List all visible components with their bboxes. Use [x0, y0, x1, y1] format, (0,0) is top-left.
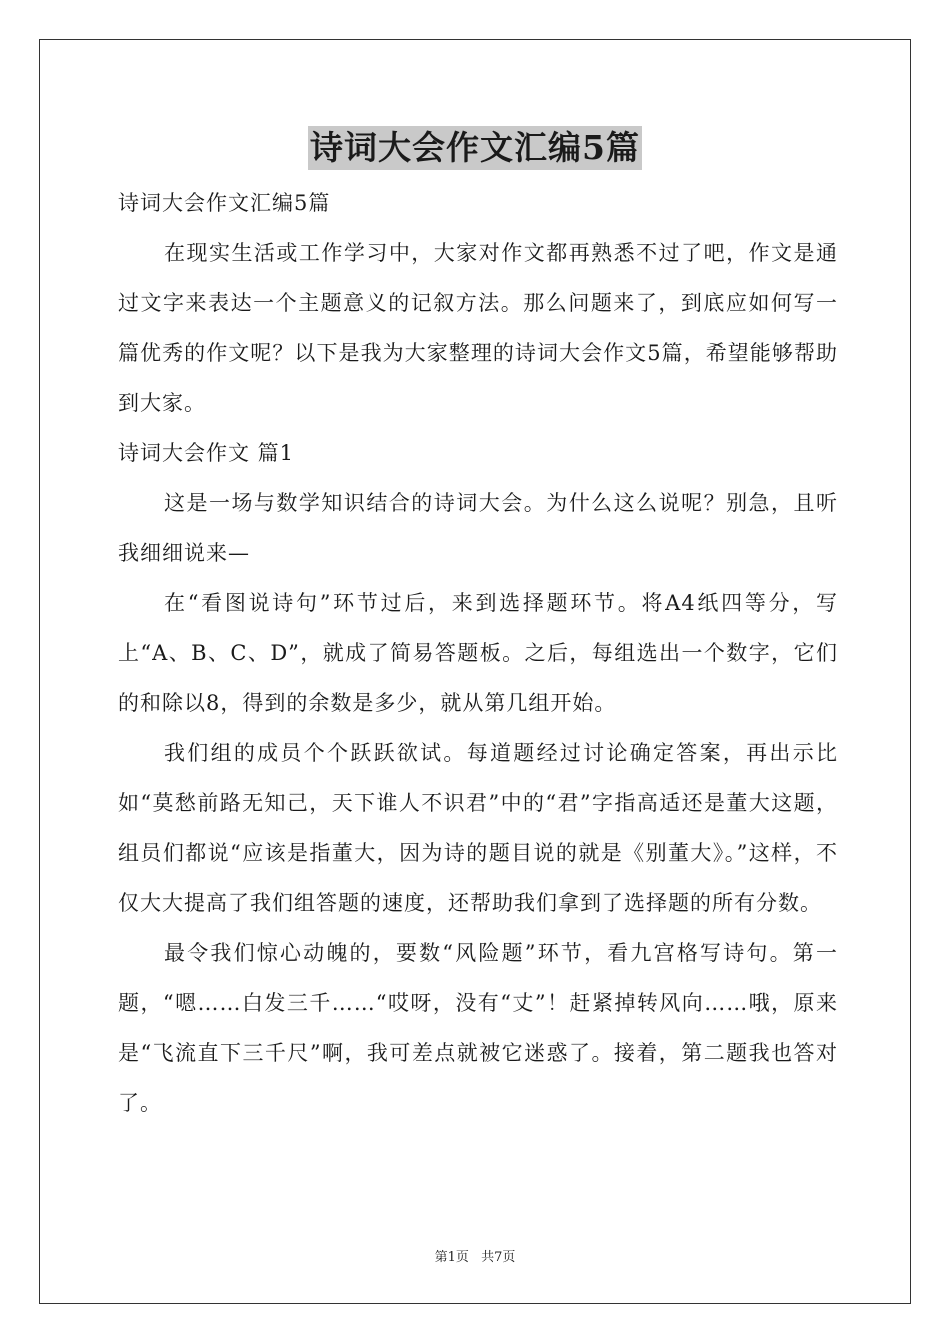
intro-paragraph: 在现实生活或工作学习中，大家对作文都再熟悉不过了吧，作文是通过文字来表达一个主题意义的记叙方法。那么问题来了，到底应如何写一篇优秀的作文呢？以下是我为大家整理的诗词大会作文5篇，希望能够帮助到大家。 [118, 241, 838, 415]
title-area [0, 126, 950, 170]
document-body [118, 178, 838, 1128]
page-footer [0, 1246, 950, 1265]
total-page-count: 共7页 [481, 1250, 516, 1265]
body-paragraph: 在“看图说诗句”环节过后，来到选择题环节。将A4纸四等分，写上“A、B、C、D”，就成了简易答题板。之后，每组选出一个数字，它们的和除以8，得到的余数是多少，就从第几组开始。 [118, 591, 838, 715]
current-page-number: 第1页 [434, 1250, 469, 1265]
body-paragraph: 我们组的成员个个跃跃欲试。每道题经过讨论确定答案，再出示比如“莫愁前路无知己，天下谁人不识君”中的“君”字指高适还是董大这题，组员们都说“应该是指董大，因为诗的题目说的就是《别董大》。”这样，不仅大大提高了我们组答题的速度，还帮助我们拿到了选择题的所有分数。 [118, 741, 838, 915]
body-paragraph: 最令我们惊心动魄的，要数“风险题”环节，看九宫格写诗句。第一题，“嗯……白发三千……“哎呀，没有“丈”！赶紧掉转风向……哦，原来是“飞流直下三千尺”啊，我可差点就被它迷惑了。接着，第二题我也答对了。 [118, 941, 838, 1115]
document-subtitle: 诗词大会作文汇编5篇 [118, 191, 331, 215]
section-heading: 诗词大会作文 篇1 [118, 441, 295, 465]
document-title: 诗词大会作文汇编5篇 [308, 126, 642, 170]
body-paragraph: 这是一场与数学知识结合的诗词大会。为什么这么说呢？别急，且听我细细说来— [118, 491, 838, 565]
